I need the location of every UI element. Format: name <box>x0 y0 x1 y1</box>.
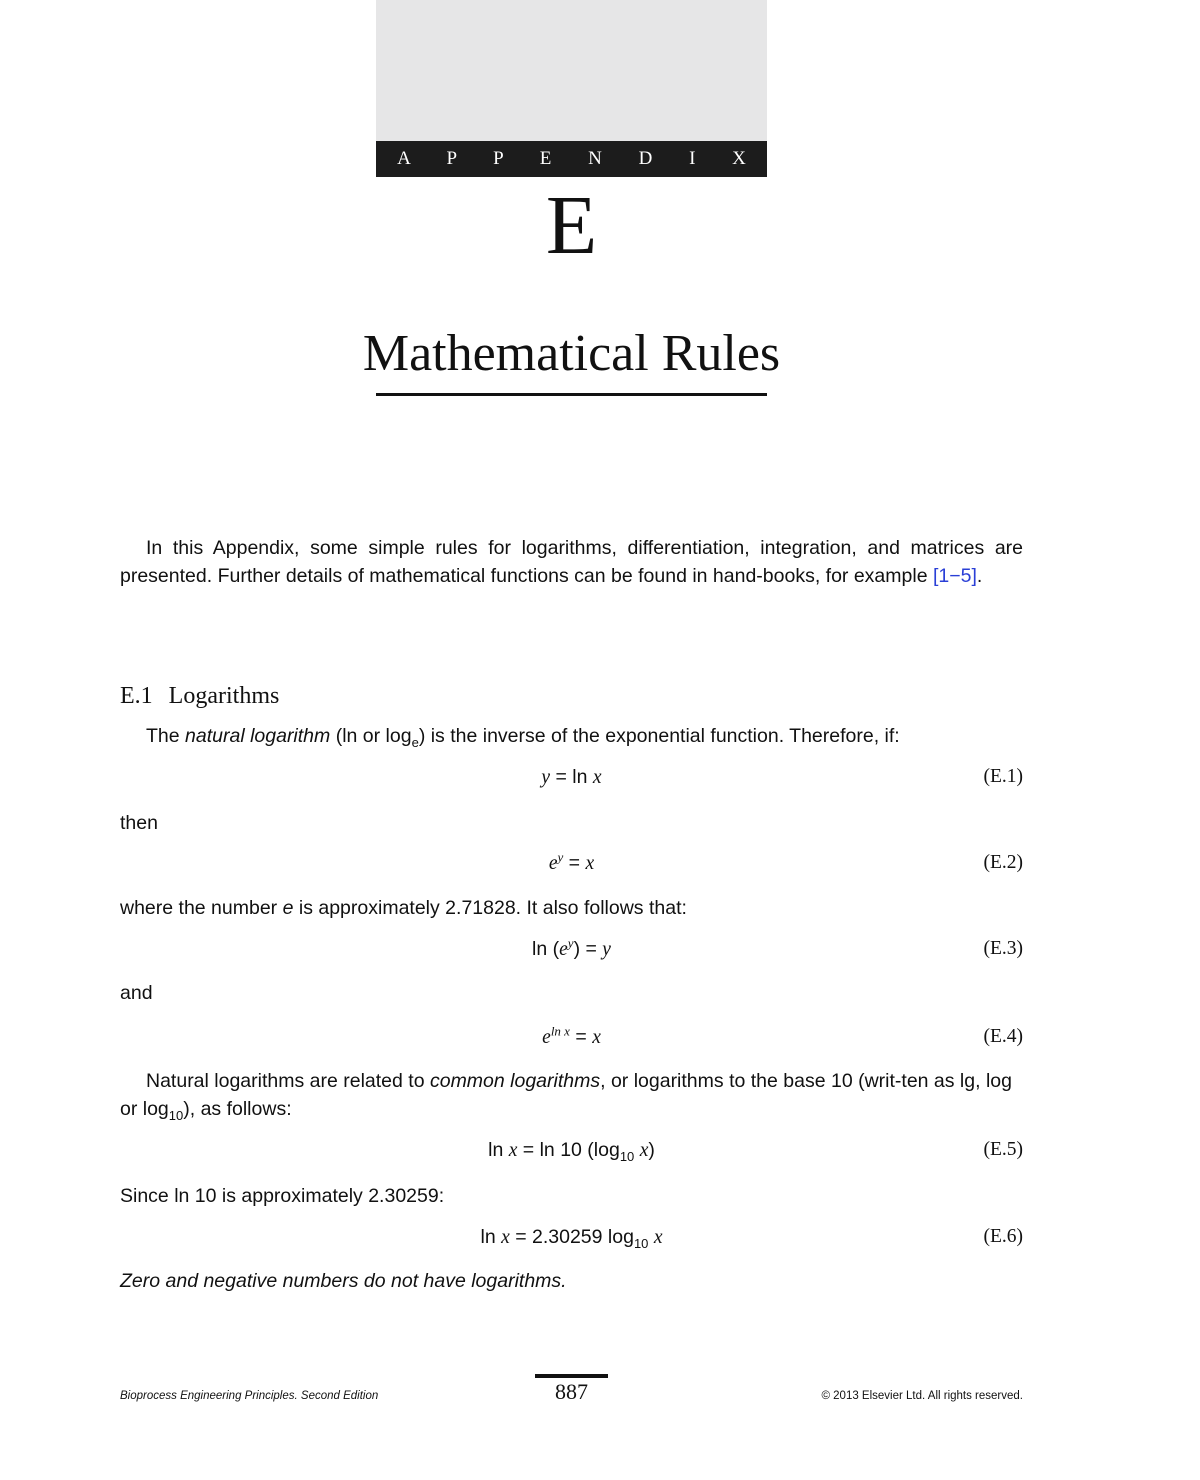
equation-number: (E.5) <box>983 1139 1023 1160</box>
title-underline <box>376 393 767 396</box>
intro-end: . <box>976 564 983 587</box>
equation-e1: y = ln x (E.1) <box>120 762 1023 792</box>
equation-e5: ln x = ln 10 ($\log_{10}$ x) (E.5) <box>120 1135 1023 1165</box>
citation-link[interactable]: [1−5] <box>932 564 977 587</box>
paragraph-then: then <box>120 812 158 834</box>
equation-number: (E.3) <box>983 938 1023 959</box>
paragraph-number-e: where the number e is approximately 2.71828. It also follows that: <box>120 897 687 919</box>
intro-text: In this Appendix, some simple rules for logarithms, differentiation, integration, and matrices are presented. Further details of mathematical functions can be found in hand-books, for example <box>120 537 1023 587</box>
equation-number: (E.4) <box>983 1026 1023 1047</box>
equation-e2: $e^y = x$ (E.2) <box>120 848 1023 878</box>
equation-e6: ln x = 2.30259 $\log_{10} x$ (E.6) <box>120 1222 1023 1252</box>
paragraph-common-logs: Natural logarithms are related to common logarithms, or logarithms to the base 10 (writ-ten as lg, log or $\log_{10}$), as follows: <box>120 1070 1012 1123</box>
paragraph-and: and <box>120 982 153 1004</box>
equation-number: (E.6) <box>983 1226 1023 1247</box>
paragraph-ln10: Since ln 10 is approximately 2.30259: <box>120 1185 445 1207</box>
section-heading <box>120 680 279 712</box>
appendix-letter: E <box>545 179 598 272</box>
page-number: 887 <box>555 1379 588 1404</box>
appendix-label-bar <box>376 141 767 177</box>
chapter-title: Mathematical Rules <box>362 325 781 382</box>
equation-e3: $\ln (e^y) = y$ (E.3) <box>120 934 1023 964</box>
header-decoration-box <box>376 0 767 141</box>
term-natural-logarithm: natural logarithm <box>185 725 331 747</box>
equation-number: (E.2) <box>983 852 1023 873</box>
equation-e4: $e^{ln x} = x$ (E.4) <box>120 1022 1023 1052</box>
term-common-logarithms: common logarithms <box>429 1070 601 1092</box>
section-title: Logarithms <box>168 683 280 709</box>
footer-book-title: Bioprocess Engineering Principles. Second Edition <box>120 1390 379 1402</box>
paragraph-natural-log: The natural logarithm (ln or $\log_e$) is the inverse of the exponential function. Therefore, if: <box>146 725 900 750</box>
intro-paragraph <box>120 535 1023 590</box>
section-number: E.1 <box>120 683 153 709</box>
footer-copyright: © 2013 Elsevier Ltd. All rights reserved. <box>821 1390 1023 1402</box>
paragraph-zero-negative: Zero and negative numbers do not have logarithms. <box>120 1270 567 1292</box>
equation-number: (E.1) <box>983 766 1023 787</box>
appendix-label: A P P E N D I X <box>397 148 762 169</box>
